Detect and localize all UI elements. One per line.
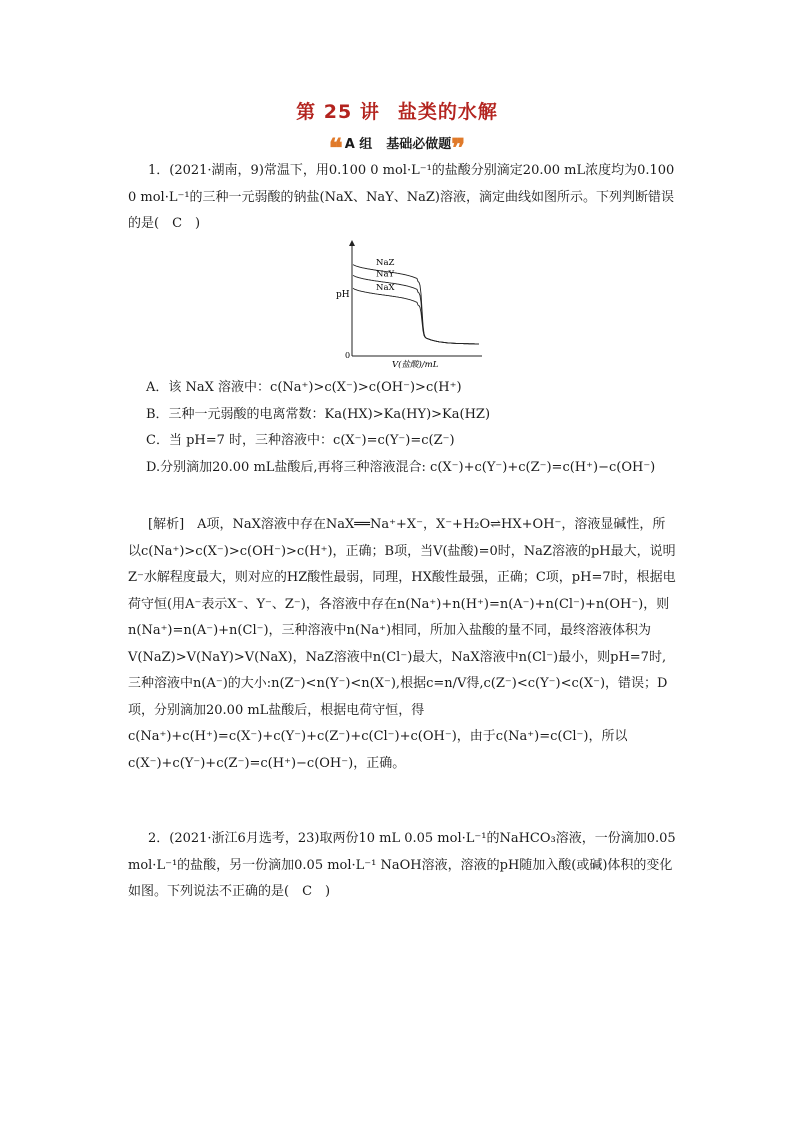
- titration-chart: [334, 240, 484, 370]
- group-heading: [0, 133, 794, 164]
- x-axis-label: V(盐酸)/mL: [392, 360, 439, 370]
- series-line-nay: [353, 275, 479, 344]
- option-b: B．三种一元弱酸的电离常数：Ka(HX)>Ka(HY)>Ka(HZ): [146, 406, 491, 422]
- group-subtitle: 基础必做题: [386, 137, 452, 152]
- series-line-nax: [353, 288, 479, 344]
- y-axis-arrow: [349, 240, 355, 246]
- option-d: D.分别滴加20.00 mL盐酸后,再将三种溶液混合: c(X⁻)+c(Y⁻)+c(Z⁻)=c(H⁺)−c(OH⁻): [146, 459, 656, 475]
- series-label-naz: NaZ: [376, 258, 395, 269]
- origin-label: 0: [345, 351, 351, 360]
- series-label-nay: NaY: [376, 269, 395, 280]
- open-quote-icon: ❝: [328, 134, 343, 164]
- page-title: [0, 97, 794, 124]
- lecture-number: 第 25 讲: [296, 101, 380, 123]
- series-label-nax: NaX: [376, 282, 395, 293]
- question-2-stem: 2．(2021·浙江6月选考，23)取两份10 mL 0.05 mol·L⁻¹的NaHCO₃溶液，一份滴加0.05 mol·L⁻¹的盐酸，另一份滴加0.05 mol·L⁻¹ NaOH溶液，溶液的pH随加入酸(或碱)体积的变化如图。下列说法不正确的是( C ): [128, 831, 676, 899]
- group-name: A 组: [344, 137, 373, 152]
- option-c: C．当 pH=7 时，三种溶液中：c(X⁻)=c(Y⁻)=c(Z⁻): [146, 433, 455, 448]
- lecture-topic: 盐类的水解: [397, 101, 498, 123]
- question-1-explanation: [解析] A项，NaX溶液中存在NaX══Na⁺+X⁻，X⁻+H₂O⇌HX+OH⁻，溶液显碱性，所以c(Na⁺)>c(X⁻)>c(OH⁻)>c(H⁺)，正确；B项，当V(盐酸)=0时，NaZ溶液的pH最大，说明Z⁻水解程度最大，则对应的HZ酸性最弱，同理，HX酸性最强，正确；C项，pH=7时，根据电荷守恒(用A⁻表示X⁻、Y⁻、Z⁻)，各溶液中存在n(Na⁺)+n(H⁺)=n(A⁻)+n(Cl⁻)+n(OH⁻)，则n(Na⁺)=n(A⁻)+n(Cl⁻)，三种溶液中n(Na⁺)相同，所加入盐酸的量不同，最终溶液体积为V(NaZ)>V(NaY)>V(NaX)，NaZ溶液中n(Cl⁻)最大，NaX溶液中n(Cl⁻)最小，则pH=7时,三种溶液中n(A⁻)的大小:n(Z⁻)<n(Y⁻)<n(X⁻),根据c=n/V得,c(Z⁻)<c(Y⁻)<c(X⁻)，错误；D项，分别滴加20.00 mL盐酸后，根据电荷守恒，得c(Na⁺)+c(H⁺)=c(X⁻)+c(Y⁻)+c(Z⁻)+c(Cl⁻)+c(OH⁻)，由于c(Na⁺)=c(Cl⁻)，所以c(X⁻)+c(Y⁻)+c(Z⁻)=c(H⁺)−c(OH⁻)，正确。: [128, 517, 676, 771]
- y-axis-label: pH: [336, 290, 350, 300]
- option-a: A．该 NaX 溶液中：c(Na⁺)>c(X⁻)>c(OH⁻)>c(H⁺): [146, 380, 462, 395]
- question-1-options: [128, 375, 676, 481]
- series-line-naz: [353, 265, 479, 344]
- series-group: [353, 258, 479, 344]
- question-1-stem: 1．(2021·湖南，9)常温下，用0.100 0 mol·L⁻¹的盐酸分别滴定20.00 mL浓度均为0.100 0 mol·L⁻¹的三种一元弱酸的钠盐(NaX、NaY、NaZ)溶液，滴定曲线如图所示。下列判断错误的是( C ): [128, 163, 675, 231]
- close-quote-icon: ❞: [451, 134, 466, 164]
